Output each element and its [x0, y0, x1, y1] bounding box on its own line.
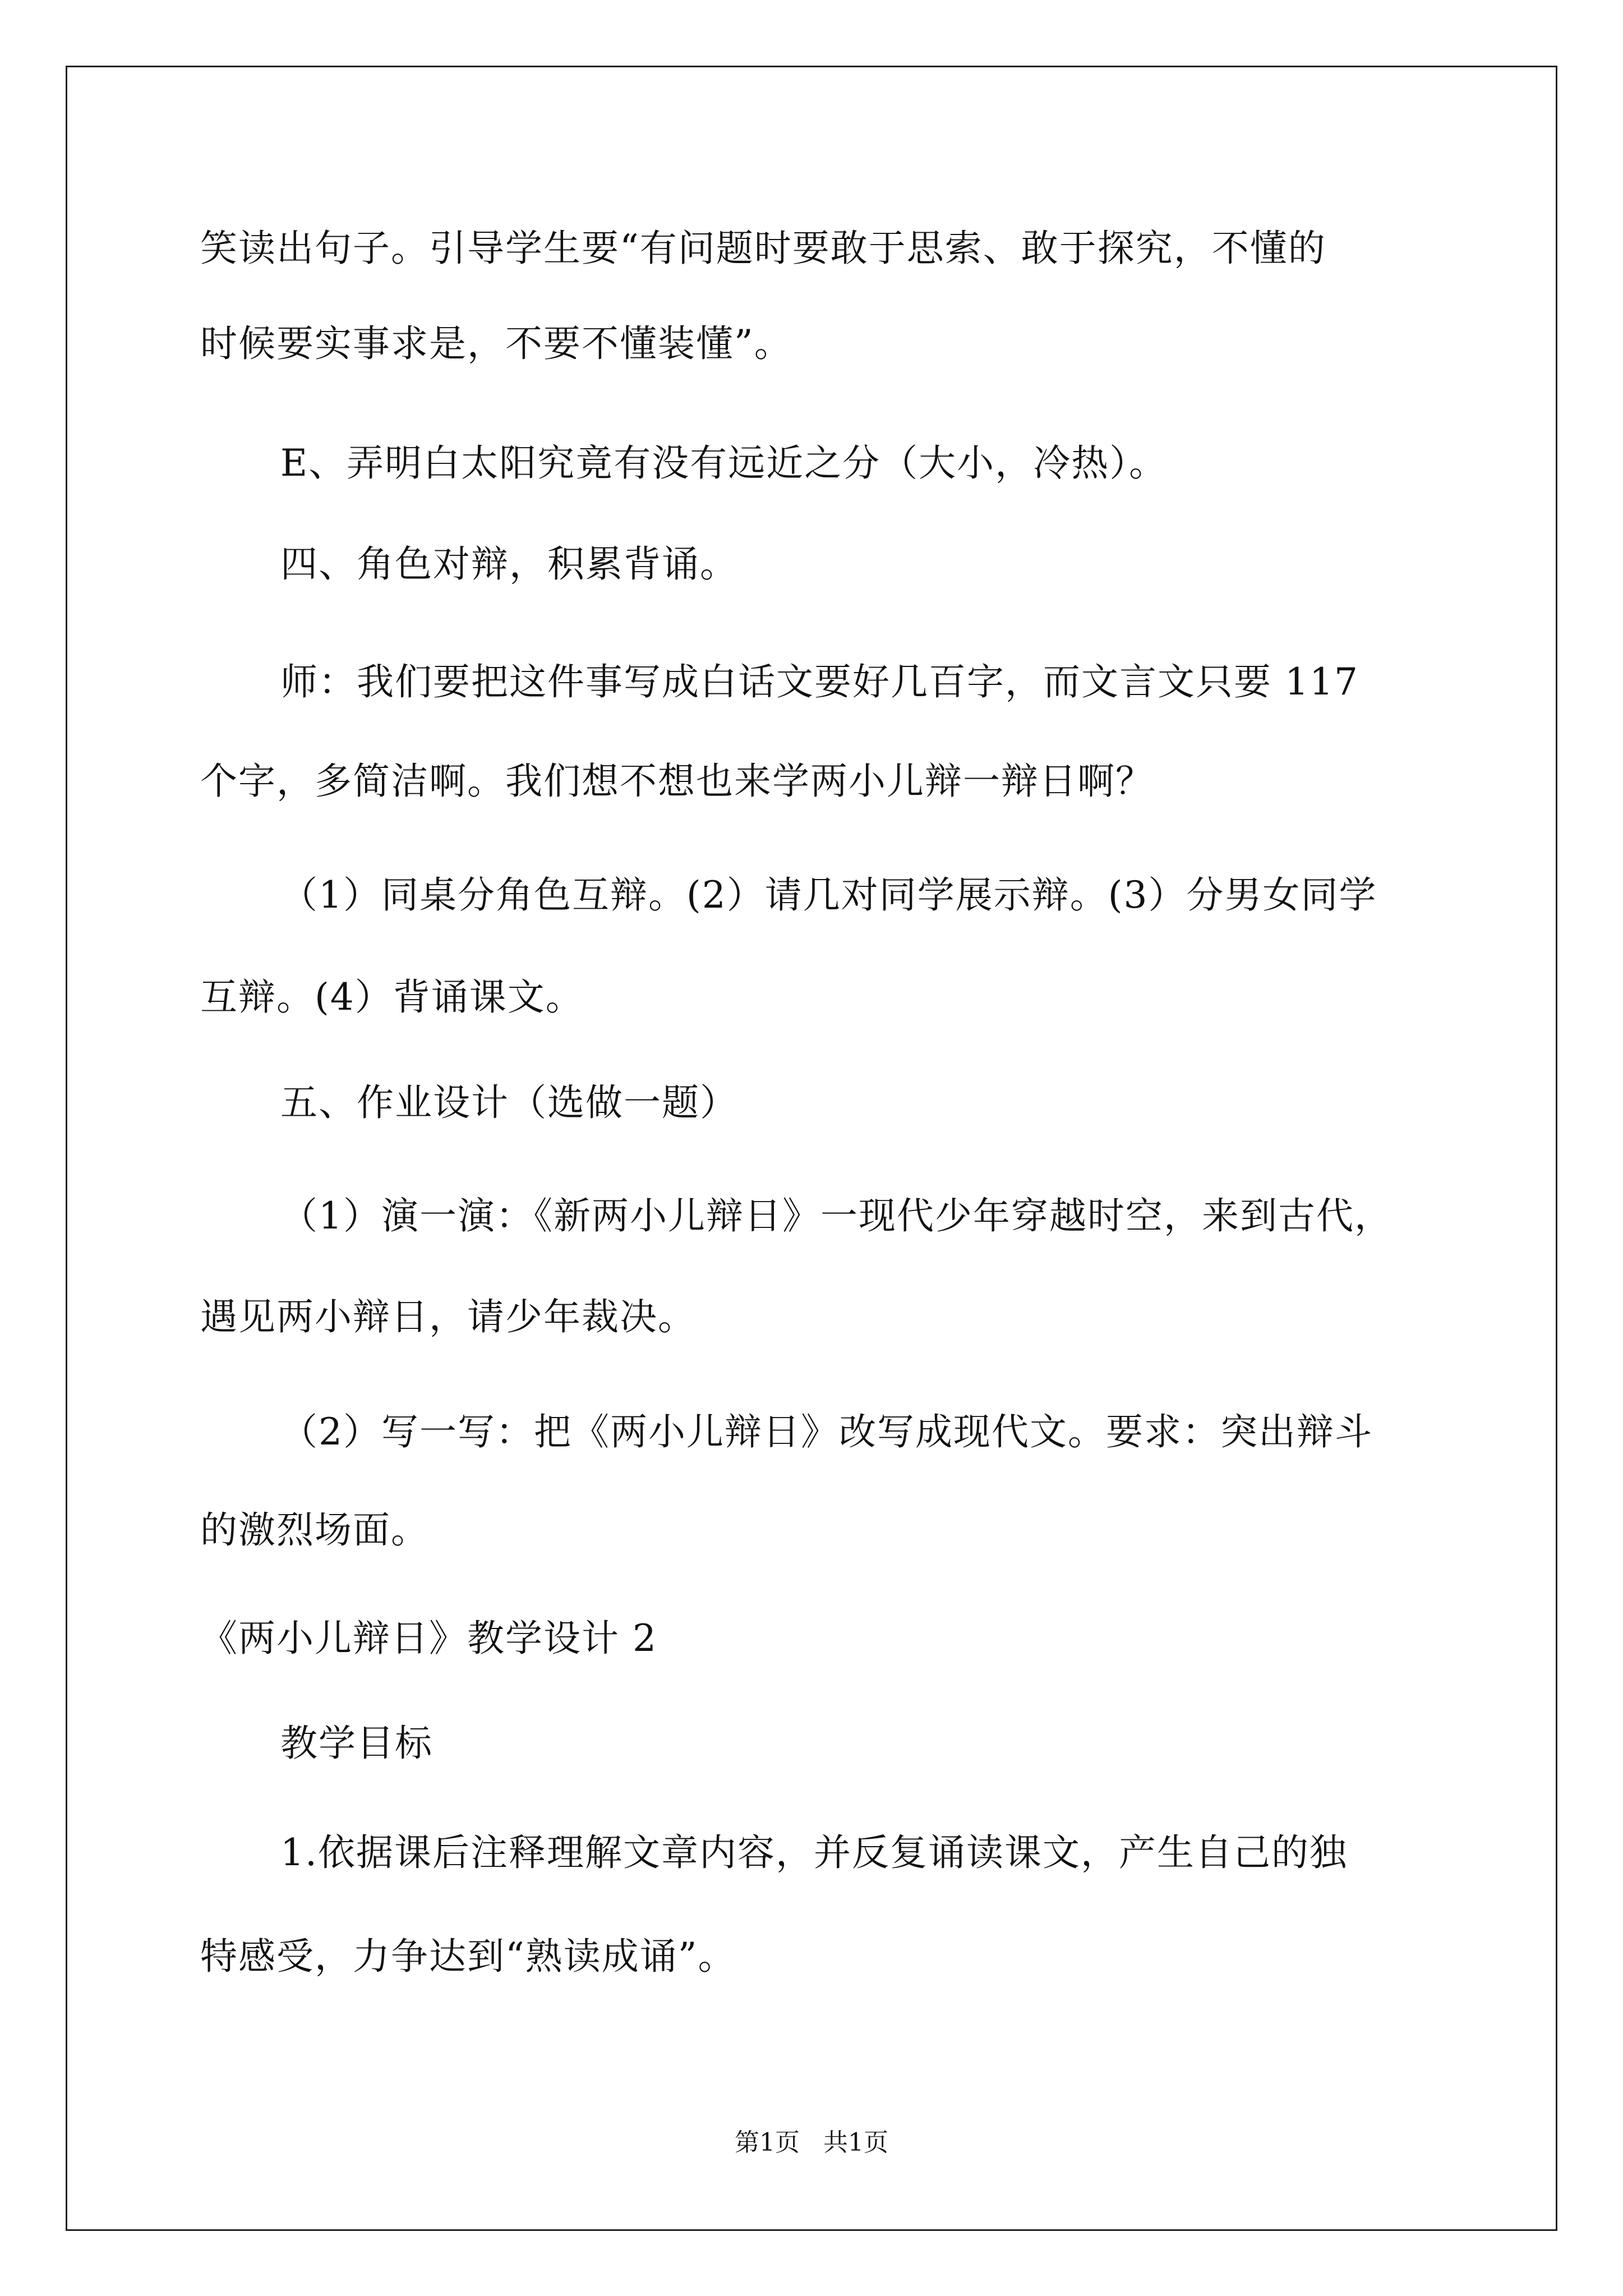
body-line-17: 特感受，力争达到“熟读成诵”。 [200, 1935, 736, 1978]
body-line-2: 时候要实事求是，不要不懂装懂”。 [200, 322, 792, 365]
page-footer: 第1页 共1页 [735, 2128, 888, 2157]
body-line-13: 的激烈场面。 [200, 1508, 429, 1552]
body-line-16: 1.依据课后注释理解文章内容，并反复诵读课文，产生自己的独 [280, 1831, 1348, 1874]
body-line-11: 遇见两小辩日，请少年裁决。 [200, 1295, 696, 1338]
body-line-7: （1）同桌分角色互辩。(2）请几对同学展示辩。(3）分男女同学 [280, 873, 1377, 917]
body-line-10: （1）演一演：《新两小儿辩日》一现代少年穿越时空，来到古代， [280, 1194, 1393, 1237]
body-line-5: 师：我们要把这件事写成白话文要好几百字，而文言文只要 117 [280, 660, 1359, 703]
body-line-1: 笑读出句子。引导学生要“有问题时要敢于思索、敢于探究，不懂的 [200, 227, 1326, 270]
document-title: 《两小儿辩日》教学设计 2 [200, 1617, 657, 1660]
page-border [66, 66, 1557, 2231]
body-line-8: 互辩。(4）背诵课文。 [200, 976, 584, 1019]
body-line-6: 个字，多简洁啊。我们想不想也来学两小儿辩一辩日啊？ [200, 760, 1154, 803]
body-line-12: （2）写一写：把《两小儿辩日》改写成现代文。要求：突出辩斗 [280, 1410, 1373, 1453]
section-heading-goals: 教学目标 [280, 1722, 433, 1765]
body-line-3: E、弄明白太阳究竟有没有远近之分（大小，冷热）。 [280, 441, 1168, 485]
section-heading-5: 五、作业设计（选做一题） [280, 1081, 738, 1124]
section-heading-4: 四、角色对辩，积累背诵。 [280, 542, 738, 586]
